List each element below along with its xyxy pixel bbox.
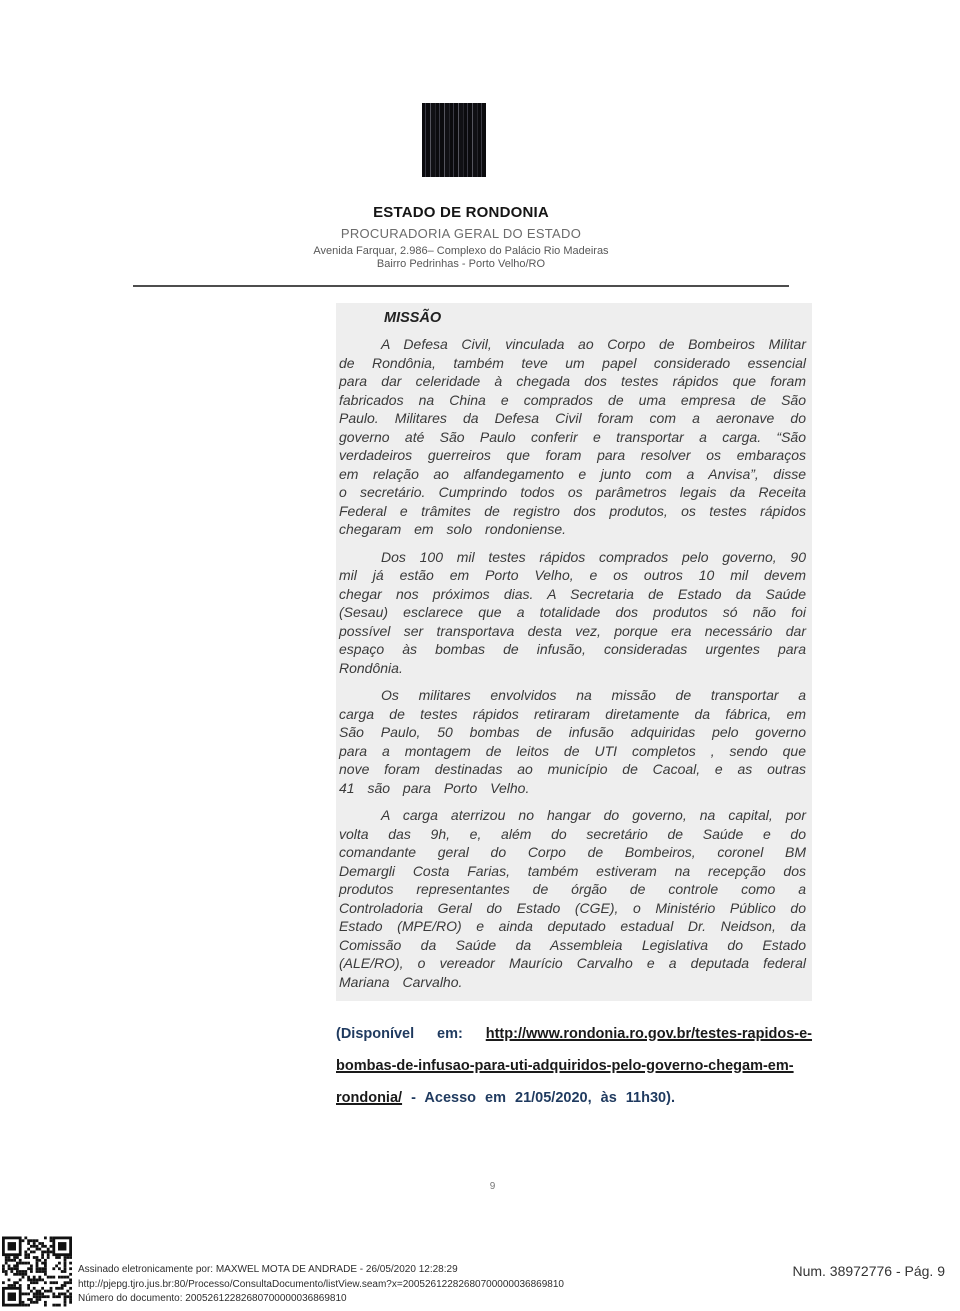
paragraph: Dos 100 mil testes rápidos comprados pelo governo, 90 mil já estão em Porto Velho, e os outros 10 mil devem chegar nos próximos dias. A Secretaria de Estado da Saúde (Sesau) esclarece que a totalidade dos produtos só não foi possível ser transportava desta vez, porque era necessário dar espaço às bombas de infusão, consideradas urgentes para Rondônia. — [339, 548, 806, 676]
section-heading: MISSÃO — [384, 310, 442, 326]
org-address-line1: Avenida Farquar, 2.986– Complexo do Palácio Rio Madeiras — [313, 245, 609, 257]
letterhead — [133, 204, 789, 270]
paragraph: Os militares envolvidos na missão de transportar a carga de testes rápidos retiraram diretamente da fábrica, em São Paulo, 50 bombas de infusão adquiridas pelo governo para a montagem de leitos de UTI completos , sendo que nove foram destinadas ao município de Cacoal, e as outras 41 são para Porto Velho. — [339, 687, 806, 796]
org-title: ESTADO DE RONDONIA — [373, 204, 549, 221]
verification-url: http://pjepg.tjro.jus.br:80/Processo/ConsultaDocumento/listView.seam?x=20052612282680700000036869810 — [78, 1278, 564, 1290]
document-number: Número do documento: 20052612282680700000036869810 — [78, 1293, 347, 1304]
qr-code-icon — [2, 1235, 72, 1308]
org-address-line2: Bairro Pedrinhas - Porto Velho/RO — [376, 258, 546, 270]
availability-note — [336, 1018, 812, 1114]
source-url-link[interactable]: http://www.rondonia.ro.gov.br/testes-rapidos-e-bombas-de-infusao-para-uti-adquiridos-pelo-governo-chegam-em-rondonia/ — [336, 1026, 813, 1106]
availability-suffix: - Acesso em 21/05/2020, às 11h30). — [411, 1090, 675, 1106]
availability-prefix: (Disponível em: — [336, 1026, 463, 1042]
header-divider — [133, 285, 789, 287]
document-num-page-label: Num. 38972776 - Pág. 9 — [792, 1263, 945, 1279]
barcode-icon — [422, 103, 486, 177]
highlighted-text-block — [336, 303, 812, 1001]
signature-block — [78, 1263, 718, 1307]
document-body — [336, 303, 812, 1114]
org-department: PROCURADORIA GERAL DO ESTADO — [340, 226, 582, 241]
paragraph: A Defesa Civil, vinculada ao Corpo de Bombeiros Militar de Rondônia, também teve um papel considerado essencial para dar celeridade à chegada dos testes rápidos que foram fabricados na China e comprados de uma empresa de São Paulo. Militares da Defesa Civil foram com a aeronave do governo até São Paulo conferir e transportar a carga. “São verdadeiros guerreiros que foram para resolver os embaraços em relação ao alfandegamento e junto com a Anvisa”, disse o secretário. Cumprindo todos os parâmetros legais da Receita Federal e trâmites de registro dos produtos, os testes rápidos chegaram em solo rondoniense. — [339, 336, 806, 537]
page-number: 9 — [489, 1181, 496, 1192]
paragraph: A carga aterrizou no hangar do governo, na capital, por volta das 9h, e, além do secretário de Saúde e do comandante geral do Corpo de Bombeiros, coronel BM Demargli Costa Farias, também estiveram na recepção dos produtos representantes de órgão de controle como a Controladoria Geral do Estado (CGE), o Ministério Público do Estado (MPE/RO) e ainda deputado estadual Dr. Neidson, da Comissão da Saúde da Assembleia Legislativa do Estado (ALE/RO), o vereador Maurício Carvalho e a deputada federal Mariana Carvalho. — [339, 807, 806, 990]
signature-line: Assinado eletronicamente por: MAXWEL MOTA DE ANDRADE - 26/05/2020 12:28:29 — [78, 1264, 458, 1275]
